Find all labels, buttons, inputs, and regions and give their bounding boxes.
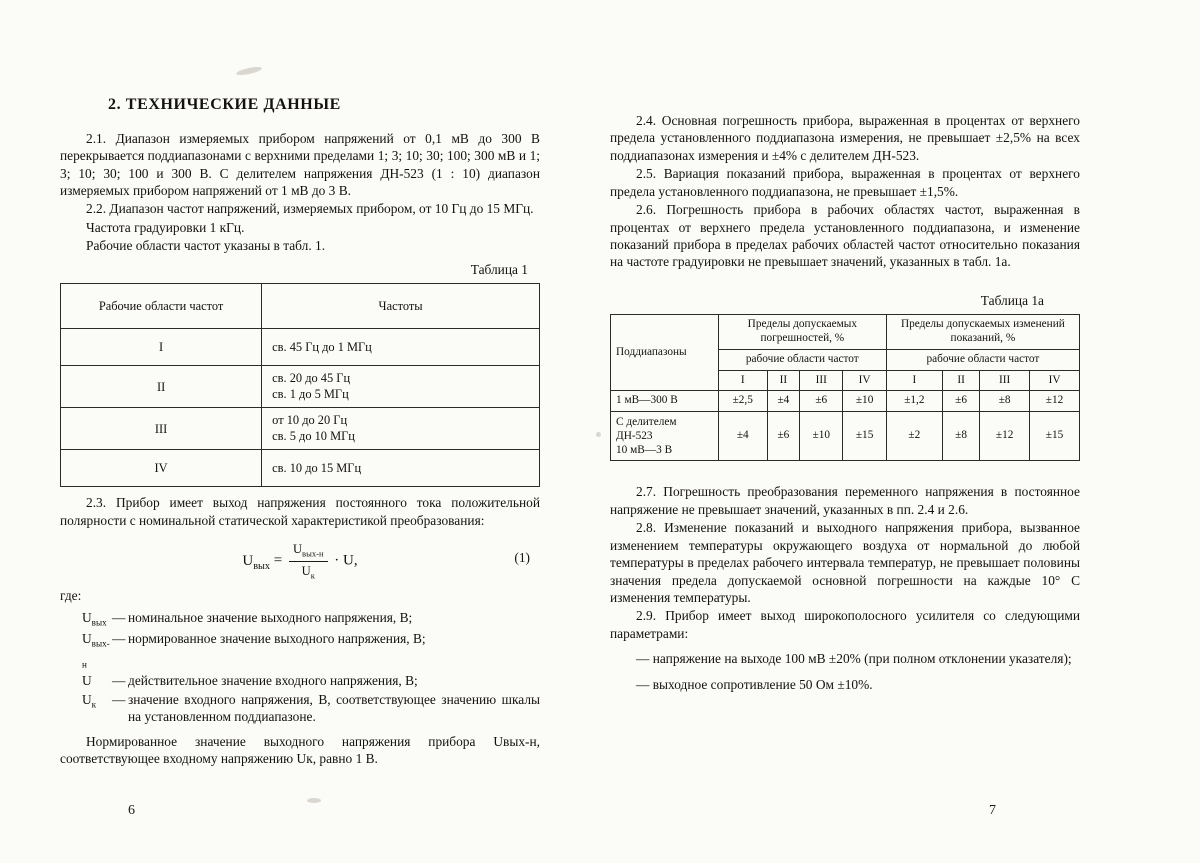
where-label: где:: [60, 588, 82, 604]
dash-item-output-voltage: — напряжение на выходе 100 мВ ±20% (при полном отклонении указателя);: [636, 651, 1072, 667]
table1-row2-freq: св. 20 до 45 Гц св. 1 до 5 МГц: [262, 366, 540, 408]
table1-row3-freq: от 10 до 20 Гц св. 5 до 10 МГц: [262, 408, 540, 450]
formula-lhs: $U_{вых}$: [242, 552, 270, 572]
paragraph-working-ranges-note: Рабочие области частот указаны в табл. 1.: [86, 238, 326, 254]
right-page: [610, 0, 1080, 863]
paragraph-2-4: 2.4. Основная погрешность прибора, выраженная в процентах от верхнего предела установленного поддиапазона измерения, не превышает ±2,5% на всех поддиапазонах измерения и ±4% с делителем ДН-523.: [610, 113, 1080, 163]
paragraph-2-8: 2.8. Изменение показаний и выходного напряжения прибора, вызванное изменением температуры окружающего воздуха от нормальной до любой температуры в пределах рабочего интервала температур, не превышает половины значения предела допускаемой основной погрешности на каждые 10° С изменения температуры.: [610, 520, 1080, 605]
scan-artifact: [596, 432, 601, 437]
formula-1: [60, 541, 540, 581]
table1a-header-subranges: Поддиапазоны: [611, 315, 719, 391]
table1a-row2-label: С делителем ДН-523 10 мВ—3 В: [611, 412, 719, 461]
table1a-col-6: II: [942, 370, 979, 391]
definition-item: [60, 609, 540, 630]
table1a-row2-v2: ±6: [767, 412, 799, 461]
definition-text: действительное значение входного напряжения, В;: [128, 673, 418, 689]
definition-text: нормированное значение выходного напряжения, В;: [128, 631, 426, 647]
paragraph-2-1: 2.1. Диапазон измеряемых прибором напряжений от 0,1 мВ до 300 В перекрывается поддиапазонами с верхними пределами 1; 3; 10; 30; 100; 300 мВ и 1; 3; 10; 30; 100 и 300 В. С делителем напряжения ДН-523 (1 : 10) диапазон измеряемых прибором напряжений от 1 мВ до 3 В.: [60, 130, 540, 199]
definition-symbol-sub: к: [91, 699, 97, 710]
table-row: [61, 450, 540, 487]
table1a-col-8: IV: [1030, 370, 1080, 391]
formula-tail: · U,: [334, 552, 358, 569]
table1-header-frequencies: Частоты: [262, 284, 540, 329]
table1a-caption: Таблица 1а: [980, 292, 1044, 308]
table1-row3-range: III: [61, 408, 262, 450]
paragraph-2-3: 2.3. Прибор имеет выход напряжения постоянного тока положительной полярности с номинальной статической характеристикой преобразования:: [60, 495, 540, 528]
table1-row2-range: II: [61, 366, 262, 408]
table-header-row: [61, 284, 540, 329]
table1a-group-header-changes: Пределы допускаемых изменений показаний, %: [886, 315, 1079, 350]
table1a-row2-v4: ±15: [843, 412, 886, 461]
definition-symbol: $U_{вых-н}$: [82, 631, 110, 670]
paragraph-closing: Нормированное значение выходного напряжения прибора Uвых-н, соответствующее входному напряжению Uк, равно 1 В.: [60, 733, 540, 767]
table1-caption: Таблица 1: [470, 261, 528, 277]
table-row: [61, 408, 540, 450]
table1a-row2-v6: ±8: [942, 412, 979, 461]
table1a-col-2: II: [767, 370, 799, 391]
paragraph-2-2: 2.2. Диапазон частот напряжений, измеряемых прибором, от 10 Гц до 15 МГц.: [86, 201, 534, 217]
paragraph-2-7: 2.7. Погрешность преобразования переменного напряжения в постоянное напряжение не превышает значений, указанных в пп. 2.4 и 2.6.: [610, 484, 1080, 517]
definition-text: значение входного напряжения, В, соответствующее значению шкалы на установленном поддиапазоне.: [128, 691, 540, 724]
table1a-row1-v6: ±6: [942, 391, 979, 412]
definition-symbol: $U_{вых}$: [82, 609, 107, 628]
definition-text: номинальное значение выходного напряжения, В;: [128, 609, 413, 625]
left-page-content: [60, 95, 540, 769]
table1a-row1-v8: ±12: [1030, 391, 1080, 412]
table1-row4-freq: св. 10 до 15 МГц: [262, 450, 540, 487]
formula-lhs-sub: вых: [253, 560, 270, 572]
table-row: [61, 366, 540, 408]
table1a-row2-v5: ±2: [886, 412, 942, 461]
definition-symbol: $U_к$: [82, 691, 97, 710]
table1a-col-3: III: [800, 370, 843, 391]
paragraph-calibration-frequency: Частота градуировки 1 кГц.: [86, 219, 245, 235]
page-title: 2. ТЕХНИЧЕСКИЕ ДАННЫЕ: [108, 96, 341, 113]
definition-item: [60, 691, 540, 725]
table1a-row1-v3: ±6: [800, 391, 843, 412]
definition-dash: —: [112, 609, 126, 625]
dash-item-output-resistance: — выходное сопротивление 50 Ом ±10%.: [636, 676, 873, 692]
formula-number: (1): [514, 550, 530, 566]
formula-denominator: $U_к$: [301, 563, 315, 581]
formula-equals: =: [273, 552, 283, 569]
table1a-row1-v2: ±4: [767, 391, 799, 412]
table1a-subheader-ranges-right: рабочие области частот: [886, 349, 1079, 370]
left-page: [60, 0, 540, 863]
table1-header-ranges: Рабочие области частот: [61, 284, 262, 329]
table1a-row2-v7: ±12: [980, 412, 1030, 461]
table1a-col-5: I: [886, 370, 942, 391]
table-working-frequency-ranges: [60, 283, 540, 487]
table1a-row1-label: 1 мВ—300 В: [611, 391, 719, 412]
table-row: [611, 412, 1080, 461]
formula-numerator: $U_{вых-н}$: [289, 541, 328, 562]
formula-fraction: [289, 541, 328, 581]
definition-dash: —: [112, 691, 126, 707]
page-number-right: 7: [989, 803, 996, 818]
paragraph-2-5: 2.5. Вариация показаний прибора, выраженная в процентах от верхнего предела установленного поддиапазона, не превышает ±1,5%.: [610, 166, 1080, 199]
definition-symbol-sub: вых-н: [82, 638, 110, 670]
definition-symbol: U: [82, 673, 92, 689]
table1a-col-4: IV: [843, 370, 886, 391]
table-header-row: [611, 315, 1080, 350]
right-page-content: [610, 112, 1080, 694]
table1a-row1-v1: ±2,5: [718, 391, 767, 412]
definition-item: [60, 672, 540, 689]
table1a-row1-v7: ±8: [980, 391, 1030, 412]
table1a-subheader-ranges-left: рабочие области частот: [718, 349, 886, 370]
table-row: [611, 391, 1080, 412]
table1a-row2-v3: ±10: [800, 412, 843, 461]
definition-symbol-sub: вых: [91, 617, 107, 628]
definition-dash: —: [112, 673, 126, 689]
table1-row1-freq: св. 45 Гц до 1 МГц: [262, 329, 540, 366]
table1a-group-header-errors: Пределы допускаемых погрешностей, %: [718, 315, 886, 350]
table1-row1-range: I: [61, 329, 262, 366]
table-error-limits: [610, 314, 1080, 461]
table1a-row1-v5: ±1,2: [886, 391, 942, 412]
formula-num-sub: вых-н: [302, 548, 324, 559]
table1a-row2-v8: ±15: [1030, 412, 1080, 461]
table-row: [61, 329, 540, 366]
table1a-col-1: I: [718, 370, 767, 391]
table1-row4-range: IV: [61, 450, 262, 487]
paragraph-2-6: 2.6. Погрешность прибора в рабочих областях частот, выраженная в процентах от верхнего предела установленного поддиапазона, и изменение показаний прибора в пределах рабочих областей частот относительно показания на частоте градуировки не превышает значений, указанных в табл. 1а.: [610, 202, 1080, 270]
table1a-row2-v1: ±4: [718, 412, 767, 461]
formula-den-sub: к: [310, 570, 315, 581]
definitions-list: [60, 609, 540, 725]
paragraph-2-9: 2.9. Прибор имеет выход широкополосного усилителя со следующими параметрами:: [610, 608, 1080, 641]
page-number-left: 6: [128, 803, 135, 818]
definition-dash: —: [112, 631, 126, 647]
table1a-row1-v4: ±10: [843, 391, 886, 412]
table1a-col-7: III: [980, 370, 1030, 391]
definition-item: [60, 630, 540, 671]
